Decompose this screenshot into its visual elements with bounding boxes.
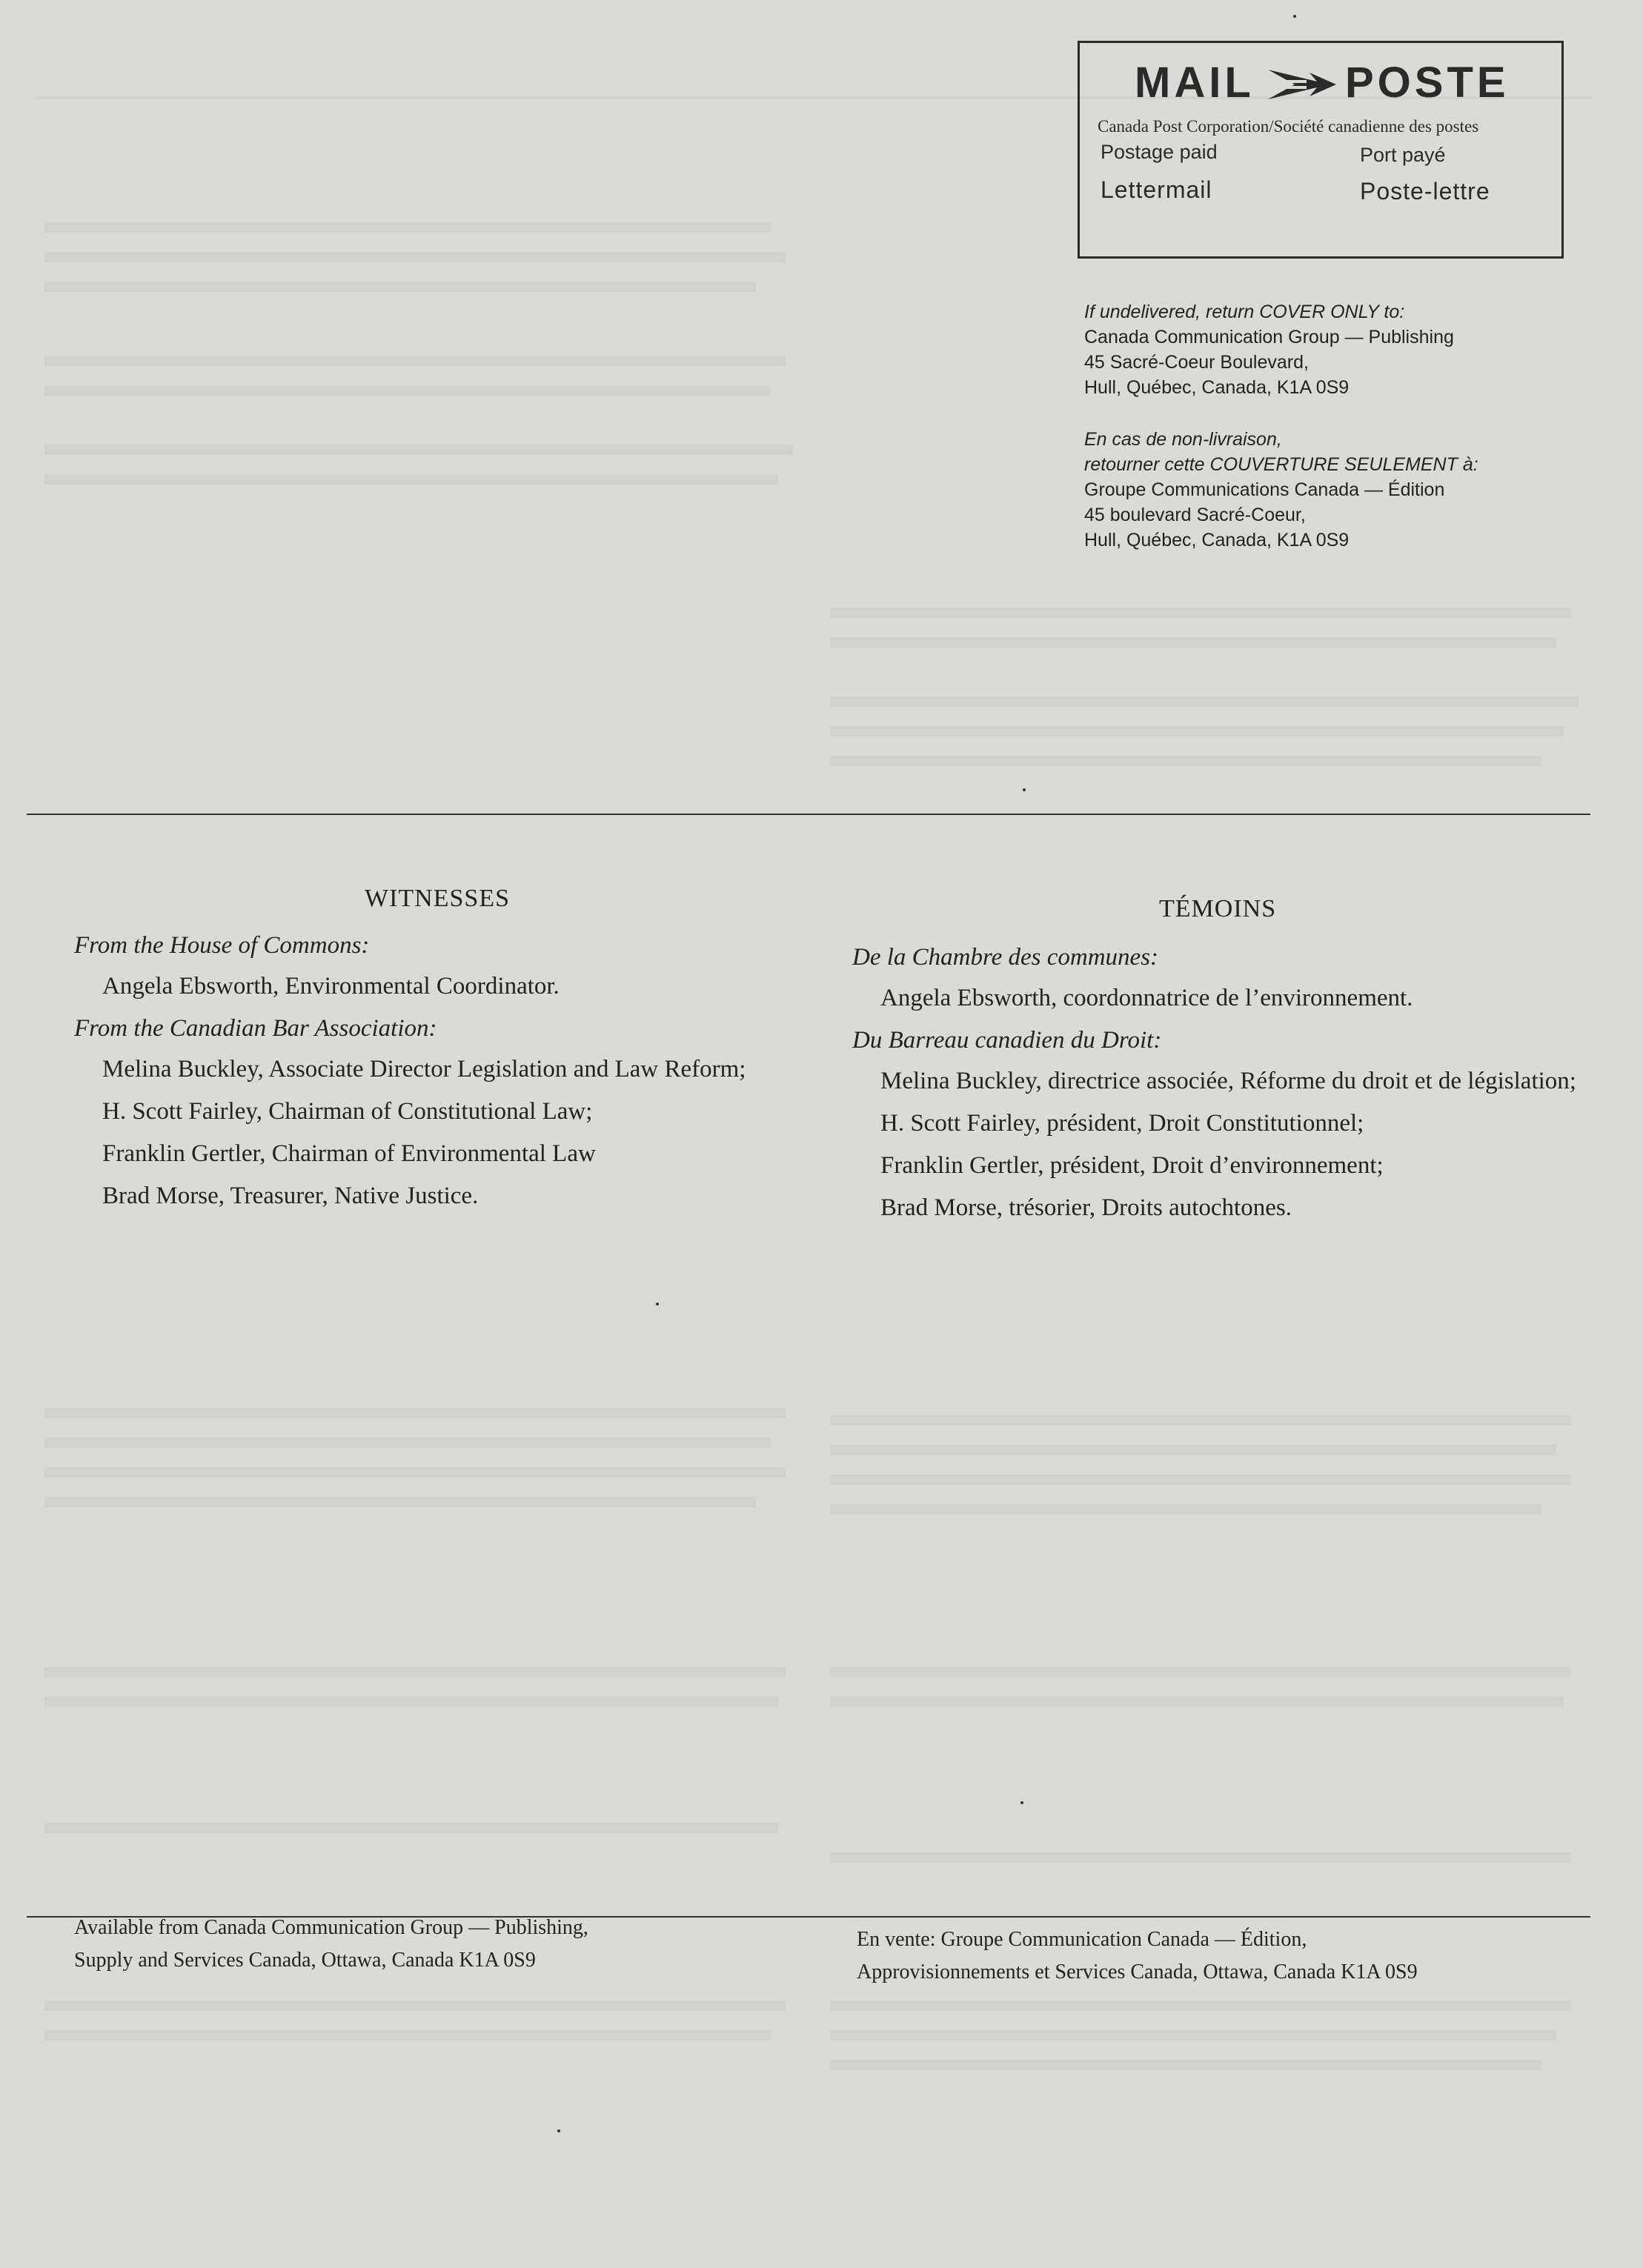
return-instruction-en: If undelivered, return COVER ONLY to:	[1084, 302, 1405, 322]
return-address-line: Canada Communication Group — Publishing	[1084, 327, 1454, 347]
mail-word: MAIL	[1135, 59, 1255, 107]
witness-entry: H. Scott Fairley, président, Droit Constitutionnel;	[880, 1110, 1364, 1137]
witness-entry: Brad Morse, Treasurer, Native Justice.	[102, 1183, 479, 1209]
poste-lettre-label: Poste-lettre	[1360, 178, 1490, 204]
poste-word: POSTE	[1345, 59, 1510, 107]
return-address-line: Hull, Québec, Canada, K1A 0S9	[1084, 530, 1350, 551]
return-address-line: Groupe Communications Canada — Édition	[1084, 479, 1445, 500]
section-divider	[27, 814, 1590, 815]
witness-entry: Angela Ebsworth, coordonnatrice de l’environnement.	[880, 985, 1413, 1011]
return-instruction-fr: En cas de non-livraison,	[1084, 429, 1282, 450]
ink-speck	[1020, 1801, 1023, 1804]
witness-organization: De la Chambre des communes:	[852, 944, 1159, 971]
witness-entry: H. Scott Fairley, Chairman of Constitutional Law;	[102, 1098, 593, 1125]
lettermail-label: Lettermail	[1101, 176, 1212, 203]
ink-speck	[656, 1303, 659, 1306]
witnesses-list-fr	[852, 935, 1601, 1235]
availability-line: Available from Canada Communication Group — Publishing,	[74, 1916, 588, 1939]
witness-entry: Franklin Gertler, président, Droit d’environnement;	[880, 1152, 1384, 1179]
witness-entry: Angela Ebsworth, Environmental Coordinator.	[102, 973, 560, 1000]
witness-entry: Franklin Gertler, Chairman of Environmental Law	[102, 1140, 596, 1167]
witness-entry: Melina Buckley, directrice associée, Réforme du droit et de législation;	[880, 1068, 1576, 1094]
postal-corporation-line: Canada Post Corporation/Société canadienne des postes	[1098, 117, 1479, 136]
postage-paid-label: Postage paid	[1101, 141, 1218, 163]
ink-speck	[1293, 15, 1296, 18]
availability-line: Supply and Services Canada, Ottawa, Canada K1A 0S9	[74, 1949, 536, 1972]
port-paye-label: Port payé	[1360, 144, 1446, 166]
witness-organization: From the Canadian Bar Association:	[74, 1015, 437, 1042]
ink-speck	[1023, 788, 1026, 791]
return-address-line: 45 Sacré-Coeur Boulevard,	[1084, 352, 1309, 373]
witness-organization: Du Barreau canadien du Droit:	[852, 1027, 1162, 1054]
availability-notice-fr	[857, 1923, 1418, 1989]
return-address-line: 45 boulevard Sacré-Coeur,	[1084, 505, 1306, 525]
witness-organization: From the House of Commons:	[74, 932, 370, 959]
postage-indicia-box	[1078, 41, 1564, 259]
witnesses-title: WITNESSES	[365, 885, 510, 912]
witness-entry: Melina Buckley, Associate Director Legislation and Law Reform;	[102, 1056, 746, 1083]
temoins-title: TÉMOINS	[1159, 895, 1277, 922]
availability-line: Approvisionnements et Services Canada, Ottawa, Canada K1A 0S9	[857, 1961, 1418, 1983]
mail-arrow-icon	[1265, 65, 1339, 104]
return-address-line: Hull, Québec, Canada, K1A 0S9	[1084, 377, 1350, 398]
ink-speck	[557, 2129, 560, 2132]
mail-poste-logo	[1080, 58, 1561, 110]
return-address-block	[1084, 299, 1603, 553]
availability-notice-en	[74, 1912, 588, 1977]
witness-entry: Brad Morse, trésorier, Droits autochtones.	[880, 1194, 1292, 1221]
witnesses-list-en	[74, 923, 808, 1223]
availability-line: En vente: Groupe Communication Canada — Édition,	[857, 1928, 1307, 1951]
return-instruction-fr: retourner cette COUVERTURE SEULEMENT à:	[1084, 454, 1478, 475]
